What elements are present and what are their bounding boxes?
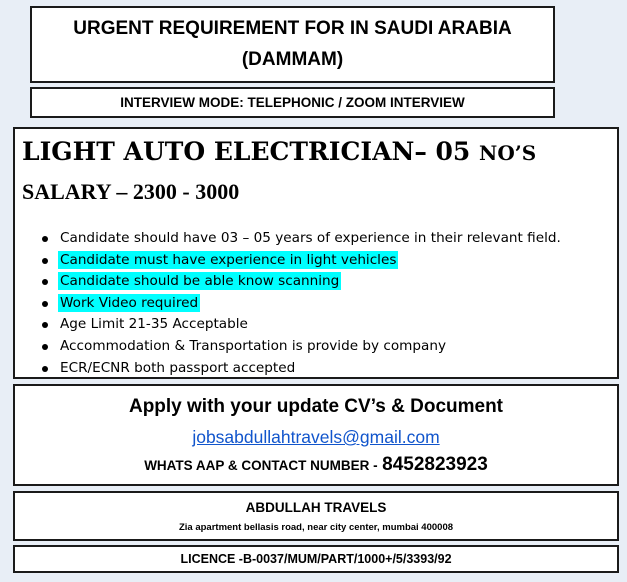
agency-name: ABDULLAH TRAVELS bbox=[245, 500, 387, 515]
job-details-box bbox=[13, 127, 619, 379]
header-line-2: (DAMMAM) bbox=[241, 49, 344, 70]
email-link[interactable]: jobsabdullahtravels@gmail.com bbox=[192, 427, 440, 447]
contact-label: WHATS AAP & CONTACT NUMBER - bbox=[144, 458, 378, 473]
job-title-main: LIGHT AUTO ELECTRICIAN– 05 bbox=[22, 137, 471, 166]
contact-number: 8452823923 bbox=[382, 454, 488, 475]
requirement-text: Accommodation & Transportation is provide by company bbox=[60, 337, 447, 354]
agency-address: Zia apartment bellasis road, near city center, mumbai 400008 bbox=[178, 522, 454, 533]
licence-text: LICENCE -B-0037/MUM/PART/1000+/5/3393/92 bbox=[180, 552, 452, 566]
apply-heading: Apply with your update CV’s & Document bbox=[128, 396, 504, 417]
requirement-text: Candidate must have experience in light vehicles bbox=[60, 251, 397, 268]
interview-mode-text: INTERVIEW MODE: TELEPHONIC / ZOOM INTERVIEW bbox=[120, 95, 465, 110]
requirement-item bbox=[40, 335, 561, 357]
apply-box bbox=[13, 384, 619, 486]
job-title bbox=[22, 137, 536, 166]
requirement-text: ECR/ECNR both passport accepted bbox=[60, 359, 296, 376]
requirement-item bbox=[40, 357, 561, 379]
job-title-suffix: NO’S bbox=[479, 141, 537, 165]
requirement-item bbox=[40, 227, 561, 249]
contact-line bbox=[15, 454, 617, 476]
requirement-item bbox=[40, 292, 561, 314]
requirement-text: Candidate should be able know scanning bbox=[60, 273, 340, 290]
requirements-list bbox=[40, 227, 561, 378]
requirement-item bbox=[40, 249, 561, 271]
requirement-text: Age Limit 21-35 Acceptable bbox=[60, 316, 248, 333]
interview-mode-box bbox=[30, 87, 555, 118]
agency-box bbox=[13, 491, 619, 541]
licence-box bbox=[13, 545, 619, 573]
requirement-item bbox=[40, 270, 561, 292]
header-box bbox=[30, 6, 555, 83]
requirement-text: Candidate should have 03 – 05 years of experience in their relevant field. bbox=[60, 230, 561, 246]
salary: SALARY – 2300 - 3000 bbox=[22, 179, 240, 204]
requirement-item bbox=[40, 313, 561, 335]
requirement-text: Work Video required bbox=[60, 294, 199, 311]
header-line-1: URGENT REQUIREMENT FOR IN SAUDI ARABIA bbox=[73, 18, 512, 39]
